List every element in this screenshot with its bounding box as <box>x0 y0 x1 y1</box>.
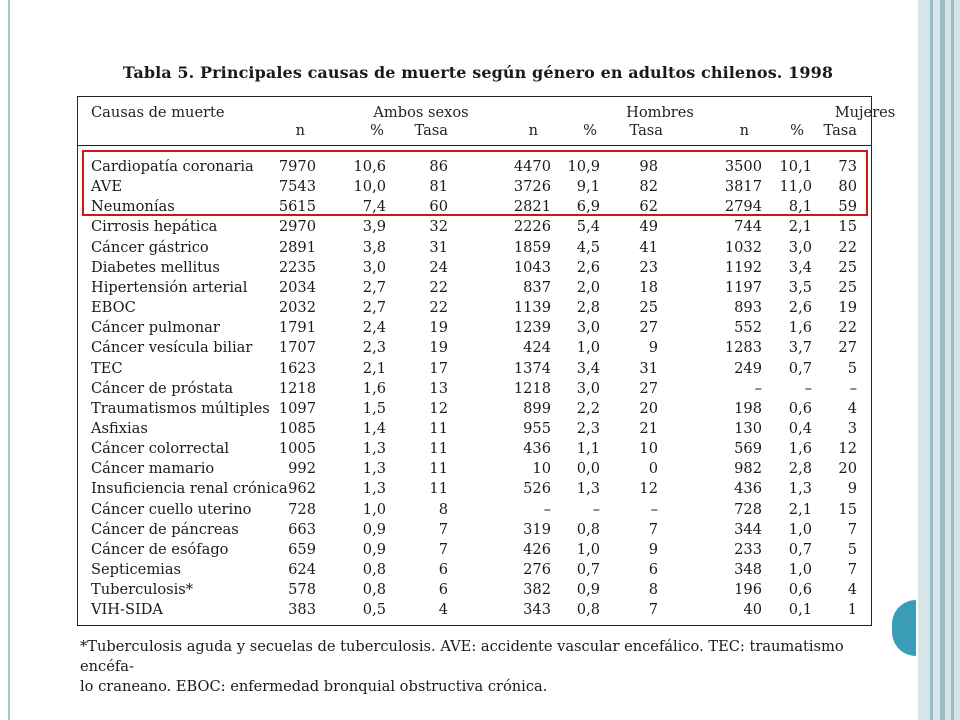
header-sub-8: % <box>790 122 804 139</box>
row-value: 2,7 <box>362 278 386 296</box>
row-value: – <box>849 379 857 397</box>
row-value: 27 <box>838 339 857 357</box>
row-cause: Cáncer mamario <box>91 460 215 478</box>
row-value: 992 <box>288 460 316 478</box>
row-value: 3,0 <box>576 319 600 337</box>
row-value: 552 <box>734 319 762 337</box>
table-title: Tabla 5. Principales causas de muerte según género en adultos chilenos. 1998 <box>122 63 834 82</box>
row-value: 1,3 <box>576 480 600 498</box>
row-value: 3726 <box>513 178 551 196</box>
row-value: 1,3 <box>362 480 386 498</box>
row-value: 62 <box>639 198 658 216</box>
row-value: 899 <box>523 399 551 417</box>
row-value: 0,9 <box>362 540 386 558</box>
row-value: 319 <box>523 520 551 538</box>
row-value: 6 <box>438 561 448 578</box>
row-value: 1097 <box>278 399 316 417</box>
row-value: 1192 <box>724 258 762 276</box>
row-value: 1791 <box>278 319 316 337</box>
row-cause: EBOC <box>91 299 136 317</box>
row-value: 1,1 <box>576 440 600 458</box>
row-cause: Cáncer de esófago <box>91 540 229 558</box>
row-value: 59 <box>838 198 857 216</box>
row-value: 2,3 <box>576 419 600 437</box>
row-value: – <box>804 379 812 397</box>
row-value: 31 <box>639 359 658 377</box>
header-sub-9: Tasa <box>823 122 857 139</box>
row-value: 7 <box>847 520 857 538</box>
row-value: 27 <box>639 319 658 337</box>
footnote <box>80 637 876 697</box>
row-value: 0,6 <box>788 399 812 417</box>
row-value: 1,0 <box>362 500 386 518</box>
row-value: 0,8 <box>576 601 600 619</box>
row-value: 2032 <box>278 299 316 317</box>
row-value: 2,0 <box>576 278 600 296</box>
header-divider <box>78 145 871 146</box>
row-value: 2,1 <box>788 218 812 236</box>
row-value: 0,6 <box>788 581 812 599</box>
row-value: 2034 <box>278 278 316 296</box>
row-value: 982 <box>734 460 762 478</box>
row-value: 10,0 <box>353 178 386 196</box>
header-sub-5: % <box>583 122 597 139</box>
row-value: 25 <box>838 258 857 276</box>
row-value: 276 <box>523 561 551 578</box>
row-value: 11 <box>429 460 448 478</box>
highlight-box <box>82 150 868 216</box>
row-value: 2970 <box>278 218 316 236</box>
row-value: 1 <box>847 601 857 619</box>
row-cause: Insuficiencia renal crónica <box>91 480 288 498</box>
row-cause: Cáncer pulmonar <box>91 319 220 337</box>
row-value: 1859 <box>513 238 551 256</box>
row-cause: Cirrosis hepática <box>91 218 218 236</box>
header-sub-6: Tasa <box>629 122 663 139</box>
row-value: 3,9 <box>362 218 386 236</box>
row-value: 6 <box>648 561 658 578</box>
row-value: 1,4 <box>362 419 386 437</box>
header-sub-1: n <box>295 122 305 139</box>
row-value: 1085 <box>278 419 316 437</box>
row-value: 22 <box>429 278 448 296</box>
header-sub-2: % <box>370 122 384 139</box>
row-value: 12 <box>639 480 658 498</box>
header-sub-4: n <box>528 122 538 139</box>
row-value: 196 <box>734 581 762 599</box>
row-value: 10 <box>639 440 658 458</box>
row-cause: Neumonías <box>91 198 175 216</box>
row-value: 0,4 <box>788 419 812 437</box>
row-value: 9 <box>648 339 658 357</box>
row-value: 344 <box>734 520 762 538</box>
row-value: 22 <box>429 299 448 317</box>
row-value: 10 <box>532 460 551 478</box>
row-cause: Asfixias <box>91 419 148 437</box>
row-value: 12 <box>429 399 448 417</box>
row-cause: Traumatismos múltiples <box>91 399 270 417</box>
header-group-1: Ambos sexos <box>373 104 469 121</box>
slide-frame-left <box>8 0 10 720</box>
row-value: 0,5 <box>362 601 386 619</box>
row-value: 1,6 <box>788 440 812 458</box>
row-value: 382 <box>523 581 551 599</box>
row-value: 3,8 <box>362 238 386 256</box>
row-value: 8 <box>648 581 658 599</box>
row-value: 4 <box>847 581 857 599</box>
row-value: 2,3 <box>362 339 386 357</box>
row-value: 22 <box>838 238 857 256</box>
row-value: 2,7 <box>362 299 386 317</box>
row-value: 2821 <box>513 198 551 216</box>
row-value: – <box>650 500 658 518</box>
header-sub-3: Tasa <box>414 122 448 139</box>
frame-bar <box>951 0 954 720</box>
row-value: 19 <box>838 299 857 317</box>
row-cause: Cáncer colorrectal <box>91 440 230 458</box>
row-value: 5 <box>847 540 857 558</box>
row-value: 12 <box>838 440 857 458</box>
row-cause: Diabetes mellitus <box>91 258 220 276</box>
row-value: 962 <box>288 480 316 498</box>
row-value: 31 <box>429 238 448 256</box>
row-value: 955 <box>523 419 551 437</box>
row-value: 426 <box>523 540 551 558</box>
row-value: 2,4 <box>362 319 386 337</box>
row-value: 25 <box>639 299 658 317</box>
row-value: 0,8 <box>576 520 600 538</box>
slide-nav-tab[interactable] <box>892 600 916 656</box>
row-value: 2,6 <box>576 258 600 276</box>
row-value: 10,9 <box>567 158 600 175</box>
row-value: 7543 <box>278 178 316 196</box>
header-sub-7: n <box>739 122 749 139</box>
row-cause: Cáncer de páncreas <box>91 520 239 538</box>
row-value: 0,7 <box>788 359 812 377</box>
row-value: 837 <box>523 278 551 296</box>
row-value: 383 <box>288 601 316 619</box>
row-value: 0,7 <box>788 540 812 558</box>
row-value: 7970 <box>278 158 316 175</box>
row-value: 4 <box>438 601 448 619</box>
row-cause: Cáncer vesícula biliar <box>91 339 253 357</box>
row-value: 4470 <box>513 158 551 175</box>
row-value: 2891 <box>278 238 316 256</box>
row-value: 1,6 <box>788 319 812 337</box>
row-cause: Cáncer de próstata <box>91 379 234 397</box>
row-value: 73 <box>838 158 857 175</box>
row-value: 82 <box>639 178 658 196</box>
row-value: 343 <box>523 601 551 619</box>
row-value: 21 <box>639 419 658 437</box>
row-value: 569 <box>734 440 762 458</box>
row-value: 27 <box>639 379 658 397</box>
row-value: 81 <box>429 178 448 196</box>
row-value: 15 <box>838 500 857 518</box>
row-value: 3 <box>847 419 857 437</box>
row-value: 1707 <box>278 339 316 357</box>
row-value: 0,8 <box>362 561 386 578</box>
row-value: 6 <box>438 581 448 599</box>
row-cause: Cáncer gástrico <box>91 238 209 256</box>
row-value: 1,0 <box>576 339 600 357</box>
row-value: 2235 <box>278 258 316 276</box>
row-value: 15 <box>838 218 857 236</box>
row-value: 22 <box>838 319 857 337</box>
row-value: 0,8 <box>362 581 386 599</box>
row-value: 2,8 <box>788 460 812 478</box>
row-value: 2,1 <box>362 359 386 377</box>
row-value: 3500 <box>724 158 762 175</box>
row-cause: Cardiopatía coronaria <box>91 158 254 175</box>
row-value: 3,0 <box>362 258 386 276</box>
row-value: 663 <box>288 520 316 538</box>
row-value: 2,6 <box>788 299 812 317</box>
row-value: 20 <box>639 399 658 417</box>
footnote-line-2: lo craneano. EBOC: enfermedad bronquial obstructiva crónica. <box>80 678 548 695</box>
row-value: 10,6 <box>353 158 386 175</box>
row-value: 32 <box>429 218 448 236</box>
header-group-2: Hombres <box>626 104 694 121</box>
row-value: 1,0 <box>788 561 812 578</box>
row-value: 11 <box>429 419 448 437</box>
row-cause: AVE <box>91 178 123 196</box>
row-value: 5 <box>847 359 857 377</box>
row-value: 98 <box>639 158 658 175</box>
row-value: 17 <box>429 359 448 377</box>
row-value: 233 <box>734 540 762 558</box>
row-value: 2,1 <box>788 500 812 518</box>
row-value: 11 <box>429 480 448 498</box>
row-value: 1,6 <box>362 379 386 397</box>
row-value: 348 <box>734 561 762 578</box>
row-cause: Septicemias <box>91 561 182 578</box>
row-value: 4 <box>847 399 857 417</box>
row-value: 2,8 <box>576 299 600 317</box>
row-value: 624 <box>288 561 316 578</box>
row-value: 0,0 <box>576 460 600 478</box>
row-value: 20 <box>838 460 857 478</box>
row-value: 0,1 <box>788 601 812 619</box>
row-value: 3,0 <box>576 379 600 397</box>
header-group-3: Mujeres <box>834 104 896 121</box>
row-value: 659 <box>288 540 316 558</box>
row-value: 19 <box>429 339 448 357</box>
row-value: 24 <box>429 258 448 276</box>
row-value: – <box>592 500 600 518</box>
row-value: 5,4 <box>576 218 600 236</box>
row-value: 7 <box>648 520 658 538</box>
row-value: 728 <box>734 500 762 518</box>
row-value: 3,0 <box>788 238 812 256</box>
row-value: 9 <box>847 480 857 498</box>
row-value: 4,5 <box>576 238 600 256</box>
row-value: 2226 <box>513 218 551 236</box>
row-value: 3,7 <box>788 339 812 357</box>
footnote-line-1: *Tuberculosis aguda y secuelas de tuberculosis. AVE: accidente vascular encefálico. TEC: traumatismo encéfa- <box>80 638 844 675</box>
row-value: 60 <box>429 198 448 216</box>
row-value: 25 <box>838 278 857 296</box>
row-value: 893 <box>734 299 762 317</box>
row-value: 9 <box>648 540 658 558</box>
row-value: 23 <box>639 258 658 276</box>
row-value: 0 <box>648 460 658 478</box>
row-value: 3817 <box>724 178 762 196</box>
row-value: 7 <box>438 520 448 538</box>
row-value: 1623 <box>278 359 316 377</box>
row-value: 1,5 <box>362 399 386 417</box>
row-cause: TEC <box>91 359 123 377</box>
row-value: 7,4 <box>362 198 386 216</box>
row-value: 86 <box>429 158 448 175</box>
row-value: 1,3 <box>362 440 386 458</box>
row-value: 1032 <box>724 238 762 256</box>
row-value: 7 <box>847 561 857 578</box>
row-cause: Tuberculosis* <box>91 581 194 599</box>
row-value: 2794 <box>724 198 762 216</box>
row-value: 2,2 <box>576 399 600 417</box>
row-value: 1374 <box>513 359 551 377</box>
row-value: 8 <box>438 500 448 518</box>
row-value: 1,3 <box>362 460 386 478</box>
row-value: 10,1 <box>779 158 812 175</box>
row-value: 1218 <box>513 379 551 397</box>
row-value: 41 <box>639 238 658 256</box>
row-value: – <box>543 500 551 518</box>
row-value: 7 <box>648 601 658 619</box>
frame-bar <box>940 0 945 720</box>
row-value: 49 <box>639 218 658 236</box>
row-value: 5615 <box>278 198 316 216</box>
row-value: 40 <box>743 601 762 619</box>
row-value: 8,1 <box>788 198 812 216</box>
row-value: 80 <box>838 178 857 196</box>
row-value: 578 <box>288 581 316 599</box>
row-value: 0,7 <box>576 561 600 578</box>
row-cause: Cáncer cuello uterino <box>91 500 252 518</box>
row-value: 9,1 <box>576 178 600 196</box>
row-value: 1043 <box>513 258 551 276</box>
row-value: 6,9 <box>576 198 600 216</box>
row-value: 3,4 <box>788 258 812 276</box>
row-value: – <box>754 379 762 397</box>
row-value: 11 <box>429 440 448 458</box>
row-value: 1218 <box>278 379 316 397</box>
row-value: 0,9 <box>576 581 600 599</box>
row-value: 744 <box>734 218 762 236</box>
row-value: 1239 <box>513 319 551 337</box>
row-value: 13 <box>429 379 448 397</box>
frame-bar <box>930 0 933 720</box>
row-value: 7 <box>438 540 448 558</box>
row-value: 19 <box>429 319 448 337</box>
row-value: 1,0 <box>576 540 600 558</box>
row-value: 526 <box>523 480 551 498</box>
row-value: 249 <box>734 359 762 377</box>
row-value: 130 <box>734 419 762 437</box>
row-cause: Hipertensión arterial <box>91 278 248 296</box>
row-value: 1,3 <box>788 480 812 498</box>
row-value: 3,4 <box>576 359 600 377</box>
row-value: 3,5 <box>788 278 812 296</box>
row-value: 198 <box>734 399 762 417</box>
row-value: 0,9 <box>362 520 386 538</box>
row-value: 1283 <box>724 339 762 357</box>
header-cause: Causas de muerte <box>91 104 225 121</box>
row-value: 1005 <box>278 440 316 458</box>
row-cause: VIH-SIDA <box>91 601 163 619</box>
row-value: 18 <box>639 278 658 296</box>
row-value: 424 <box>523 339 551 357</box>
row-value: 1197 <box>724 278 762 296</box>
row-value: 436 <box>734 480 762 498</box>
row-value: 1139 <box>513 299 551 317</box>
row-value: 728 <box>288 500 316 518</box>
row-value: 11,0 <box>779 178 812 196</box>
row-value: 436 <box>523 440 551 458</box>
row-value: 1,0 <box>788 520 812 538</box>
